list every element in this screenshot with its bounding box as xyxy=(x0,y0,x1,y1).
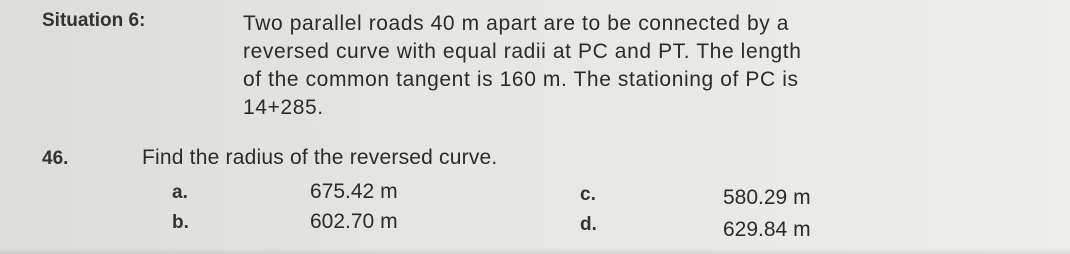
choice-b-letter: b. xyxy=(172,212,189,233)
choice-a-letter: a. xyxy=(172,182,188,203)
choice-b-value: 602.70 m xyxy=(310,210,398,233)
situation-line: 14+285. xyxy=(243,96,324,119)
choice-c-letter: c. xyxy=(580,184,596,205)
situation-text xyxy=(243,10,973,122)
choice-c-value: 580.29 m xyxy=(723,186,811,209)
situation-line: of the common tangent is 160 m. The stationing of PC is xyxy=(243,68,799,91)
page-bottom-shadow xyxy=(0,248,1070,254)
choice-a-value: 675.42 m xyxy=(310,180,398,203)
choice-d-letter: d. xyxy=(580,214,597,235)
situation-line: reversed curve with equal radii at PC and PT. The length xyxy=(243,40,802,63)
situation-label: Situation 6: xyxy=(42,10,146,31)
question-text: Find the radius of the reversed curve. xyxy=(142,146,498,169)
choice-d-value: 629.84 m xyxy=(723,218,811,241)
situation-line: Two parallel roads 40 m apart are to be connected by a xyxy=(243,12,790,35)
question-number: 46. xyxy=(42,148,69,169)
